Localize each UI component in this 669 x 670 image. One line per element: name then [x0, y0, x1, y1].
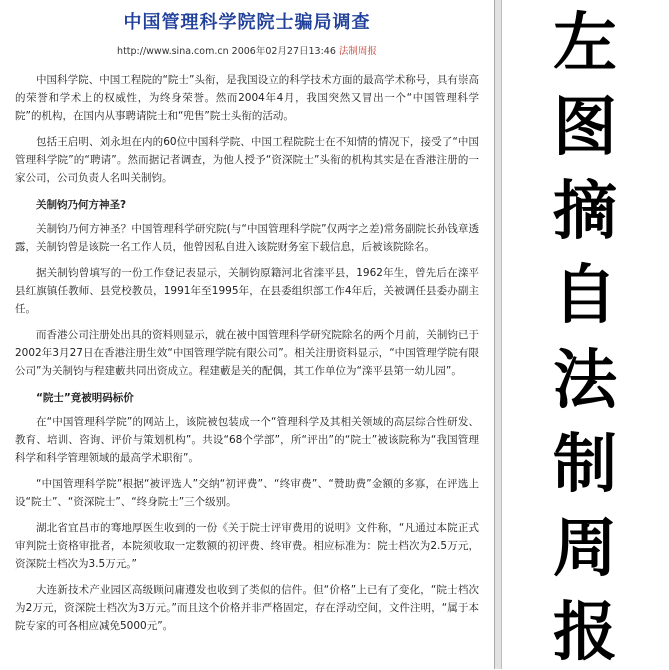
subheading-1: 关制钧乃何方神圣? [36, 199, 127, 211]
article-meta [15, 43, 479, 57]
paragraph-7: “中国管理科学院”根据“被评选人”交纳“初评费”、“终审费”、“赞助费”金额的多寡，在评选上设“院士”、“资深院士”、“终身院士”三个级别。 [15, 478, 479, 508]
side-caption-char: 图 [553, 91, 617, 166]
article-source-link[interactable]: 法制周报 [338, 46, 377, 57]
side-caption-char: 摘 [553, 175, 617, 250]
paragraph-6: 在“中国管理科学院”的网站上，该院被包装成一个“管理科学及其相关领域的高层综合性研发、教育、培训、咨询、评价与策划机构”。共设“68个学部”，所“评出”的“院士”被该院称为“我国管理科学和科学管理领域的最高学术职衔”。 [15, 416, 479, 464]
paragraph-4: 据关制钧曾填写的一份工作登记表显示，关制钧原籍河北省滦平县，1962年生，曾先后在滦平县红旗镇任教师、县党校教员，1991年至1995年，在县委组织部工作4年后，关被调任县委办副主任。 [15, 267, 479, 315]
scroll-divider[interactable] [494, 0, 502, 669]
article-url[interactable]: http://www.sina.com.cn [117, 46, 229, 57]
side-caption-char: 自 [553, 259, 617, 334]
side-caption-char: 报 [553, 595, 617, 670]
side-caption-char: 周 [553, 511, 617, 586]
paragraph-1: 中国科学院、中国工程院的“院士”头衔，是我国设立的科学技术方面的最高学术称号，具有崇高的荣誉和学术上的权威性，为终身荣誉。然而2004年4月，我国突然又冒出一个“中国管理科学院”的机构，在国内从事聘请院士和“兜售”院士头衔的活动。 [15, 74, 479, 122]
side-caption-char: 法 [553, 343, 617, 418]
side-caption-char: 左 [553, 7, 617, 81]
paragraph-3: 关制钧乃何方神圣？中国管理科学研究院(与“中国管理科学院”仅两字之差)常务副院长孙钱章透露，关制钧曾是该院一名工作人员，他曾因私自进入该院财务室下载信息，后被该院除名。 [15, 223, 479, 253]
paragraph-2: 包括王启明、刘永坦在内的60位中国科学院、中国工程院院士在不知情的情况下，接受了“中国管理科学院”的“聘请”。然而据记者调查，为他人授予“资深院士”头衔的机构其实是在香港注册的一家公司，公司负责人名叫关制钧。 [15, 136, 479, 184]
article-title: 中国管理科学院院士骗局调查 [123, 12, 371, 33]
article-date: 2006年02月27日13:46 [231, 46, 336, 57]
paragraph-9: 大连新技术产业园区高级顾问庸遵发也收到了类似的信件。但“价格”上已有了变化，“院士档次为2万元，资深院士档次为3万元。”而且这个价格并非严格固定，存在浮动空间，文件注明，“属于本院专家的可各相应减免5000元”。 [15, 584, 479, 632]
side-caption [525, 8, 645, 669]
subheading-2: “院士”竟被明码标价 [36, 392, 134, 404]
side-caption-char: 制 [553, 427, 617, 502]
paragraph-5: 而香港公司注册处出具的资料则显示，就在被中国管理科学研究院除名的两个月前，关制钧已于2002年3月27日在香港注册生效“中国管理学院有限公司”。相关注册资料显示，“中国管理学院有限公司”为关制钧与程建藪共同出资成立。程建藪是关的配偶，其工作单位为“滦平县第一幼儿园”。 [15, 329, 479, 377]
paragraph-8: 湖北省宜昌市的骞地厚医生收到的一份《关于院士评审费用的说明》文件称，“凡通过本院正式审判院士资格审批者，本院须收取一定数额的初评费、终审费。相应标准为：院士档次为2.5万元，资深院士档次为3.5万元。” [15, 522, 479, 570]
